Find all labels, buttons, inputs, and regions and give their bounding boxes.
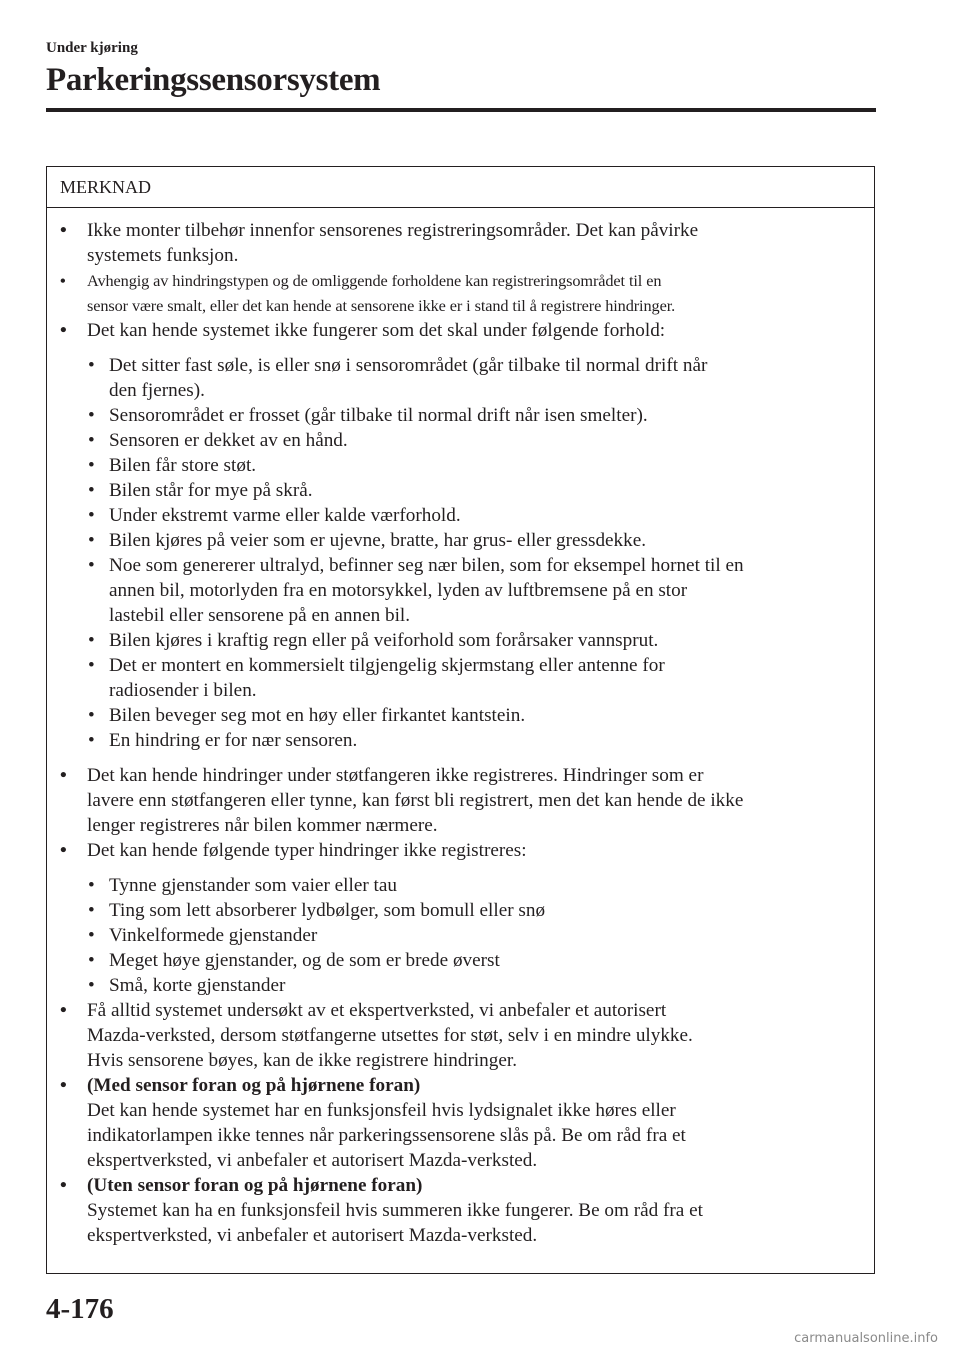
bullet-dot-icon: •	[60, 1000, 67, 1021]
obstacle-item: • Små, korte gjenstander	[88, 975, 286, 996]
page-number: 4-176	[46, 1293, 114, 1325]
condition-item: • Sensorområdet er frosset (går tilbake til normal drift når isen smelter).	[88, 405, 648, 426]
obstacle-item: • Vinkelformede gjenstander	[88, 925, 318, 946]
condition-item: • Under ekstremt varme eller kalde værforhold.	[88, 505, 461, 526]
obstacle-types-list	[60, 873, 864, 998]
bullet-icon: •	[88, 455, 95, 476]
condition-item: • Det er montert en kommersielt tilgjengelig skjermstang eller antenne for radiosender i bilen.	[88, 655, 665, 701]
note-item: • (Med sensor foran og på hjørnene foran) Det kan hende systemet har en funksjonsfeil hvis lydsignalet ikke høres eller indikatorlampen ikke tennes når parkeringssensorene slås på. Be om råd fra et ekspertverksted, vi anbefaler et autorisert Mazda-verksted.	[60, 1075, 686, 1171]
bullet-dot-icon: •	[60, 840, 67, 861]
bullet-icon: •	[88, 405, 95, 426]
bullet-icon: •	[88, 975, 95, 996]
note-box	[46, 166, 875, 1274]
condition-item: • Bilen kjøres i kraftig regn eller på veiforhold som forårsaker vannsprut.	[88, 630, 659, 651]
bullet-dot-icon: •	[60, 320, 67, 341]
condition-item: • En hindring er for nær sensoren.	[88, 730, 358, 751]
bullet-dot-icon: •	[60, 1175, 67, 1196]
note-body	[47, 208, 874, 1248]
note-list	[60, 763, 864, 863]
bullet-icon: •	[88, 355, 95, 376]
bullet-icon: •	[88, 530, 95, 551]
note-item: • Det kan hende hindringer under støtfangeren ikke registreres. Hindringer som er lavere enn støtfangeren eller tynne, kan først bli registrert, men det kan hende de ikke lenger registreres når bilen kommer nærmere.	[60, 765, 744, 836]
bullet-icon: •	[88, 630, 95, 651]
bullet-icon: •	[88, 555, 95, 576]
condition-item: • Bilen står for mye på skrå.	[88, 480, 313, 501]
condition-item: • Bilen kjøres på veier som er ujevne, bratte, har grus- eller gressdekke.	[88, 530, 647, 551]
note-item: • Avhengig av hindringstypen og de omliggende forholdene kan registreringsområdet til en sensor være smalt, eller det kan hende at sensorene ikke er i stand til å registrere hindringer.	[60, 268, 864, 318]
bullet-icon: •	[88, 505, 95, 526]
bullet-icon: •	[88, 655, 95, 676]
page-title: Parkeringssensorsystem	[46, 62, 381, 98]
bullet-icon: •	[88, 705, 95, 726]
condition-item: • Det sitter fast søle, is eller snø i sensorområdet (går tilbake til normal drift når den fjernes).	[88, 355, 708, 401]
note-item: • Det kan hende systemet ikke fungerer som det skal under følgende forhold:	[60, 320, 666, 341]
bullet-icon: •	[88, 875, 95, 896]
bullet-dot-icon: •	[60, 1075, 67, 1096]
bullet-dot-icon: •	[60, 220, 67, 241]
condition-item: • Bilen får store støt.	[88, 455, 257, 476]
bullet-icon: •	[88, 480, 95, 501]
bullet-dot-icon: •	[60, 765, 67, 786]
obstacle-item: • Ting som lett absorberer lydbølger, som bomull eller snø	[88, 900, 546, 921]
title-divider	[46, 108, 876, 112]
note-item: • Det kan hende følgende typer hindringer ikke registreres:	[60, 840, 527, 861]
obstacle-item: • Meget høye gjenstander, og de som er brede øverst	[88, 950, 500, 971]
condition-item: • Bilen beveger seg mot en høy eller firkantet kantstein.	[88, 705, 526, 726]
bullet-icon: •	[88, 925, 95, 946]
watermark: carmanualsonline.info	[794, 1331, 938, 1346]
bullet-icon: •	[88, 430, 95, 451]
note-item: • Få alltid systemet undersøkt av et ekspertverksted, vi anbefaler et autorisert Mazda-verksted, dersom støtfangerne utsettes for støt, selv i en mindre ulykke. Hvis sensorene bøyes, kan de ikke registrere hindringer.	[60, 1000, 693, 1071]
bullet-dot-icon: •	[60, 271, 66, 290]
obstacle-item: • Tynne gjenstander som vaier eller tau	[88, 875, 397, 896]
note-heading: MERKNAD	[47, 167, 874, 208]
note-list	[60, 218, 864, 343]
condition-item: • Sensoren er dekket av en hånd.	[88, 430, 348, 451]
section-label: Under kjøring	[46, 40, 138, 56]
bullet-icon: •	[88, 950, 95, 971]
note-list	[60, 998, 864, 1248]
note-item: • Ikke monter tilbehør innenfor sensorenes registreringsområder. Det kan påvirke systemets funksjon.	[60, 220, 699, 266]
condition-item: • Noe som genererer ultralyd, befinner seg nær bilen, som for eksempel hornet til en annen bil, motorlyden fra en motorsykkel, lyden av luftbremsene på en stor lastebil eller sensorene på en annen bil.	[88, 555, 744, 626]
bullet-icon: •	[88, 900, 95, 921]
note-item: • (Uten sensor foran og på hjørnene foran) Systemet kan ha en funksjonsfeil hvis summeren ikke fungerer. Be om råd fra et ekspertverksted, vi anbefaler et autorisert Mazda-verksted.	[60, 1175, 703, 1246]
conditions-list	[60, 353, 864, 753]
bullet-icon: •	[88, 730, 95, 751]
